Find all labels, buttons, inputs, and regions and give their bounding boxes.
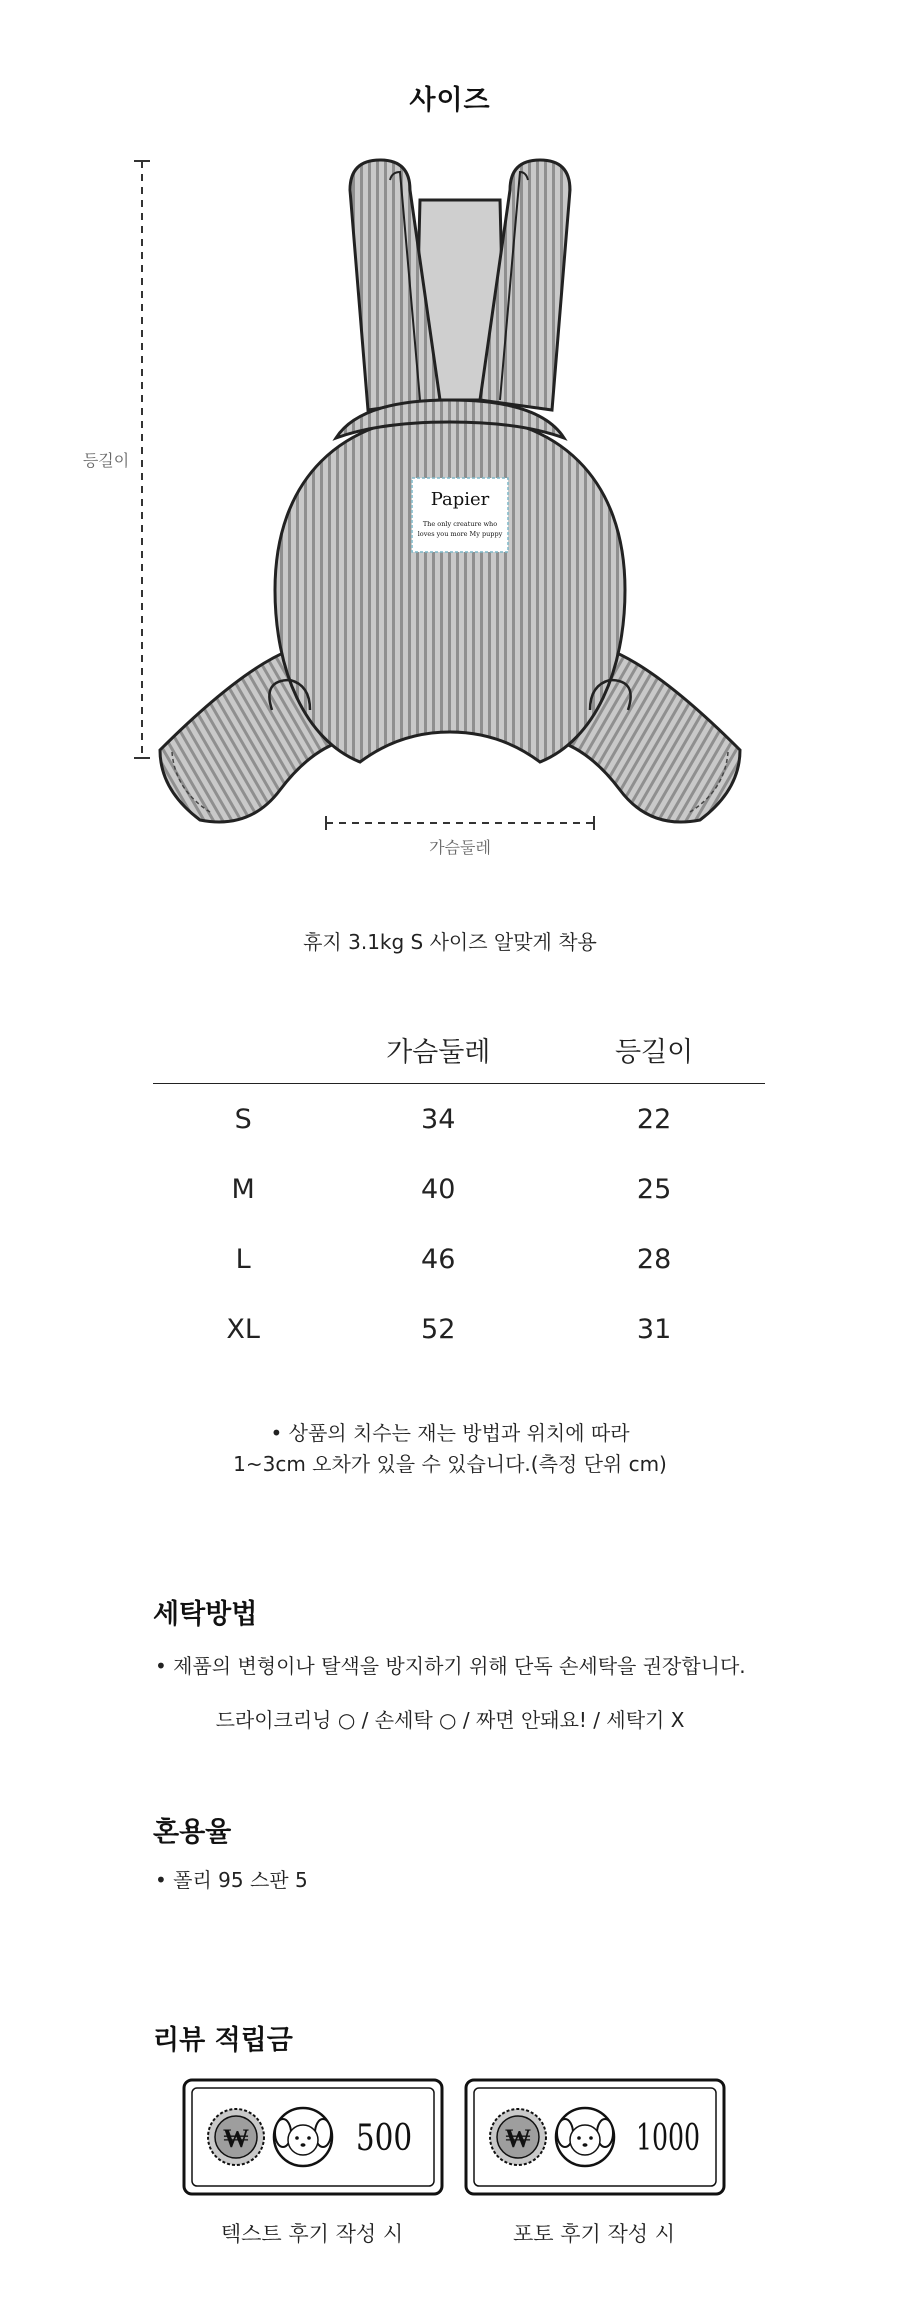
- coupon-symbol: ₩: [223, 2124, 249, 2154]
- measurement-note-line-1: • 상품의 치수는 재는 방법과 위치에 따라: [270, 1421, 630, 1445]
- cell-size: M: [231, 1173, 255, 1205]
- cell-back-length: 31: [636, 1313, 672, 1345]
- table-header-row: [153, 1030, 765, 1084]
- tag-line-2: loves you more My puppy: [417, 530, 503, 538]
- material-title: 혼용율: [153, 1817, 232, 1848]
- cell-back-length: 28: [636, 1243, 672, 1275]
- washing-bullet: • 제품의 변형이나 탈색을 방지하기 위해 단독 손세탁을 권장합니다.: [155, 1654, 746, 1678]
- tag-line-1: The only creature who: [422, 520, 498, 528]
- chest-dimension: [326, 816, 594, 830]
- cell-chest: 34: [421, 1103, 456, 1135]
- cell-chest: 46: [421, 1243, 456, 1275]
- header-size: [153, 1030, 333, 1084]
- coupon-amount: 500: [355, 2116, 413, 2159]
- text-review-coupon: [182, 2078, 444, 2196]
- won-coin-icon: [490, 2109, 546, 2165]
- garment-illustration: [0, 150, 900, 870]
- header-chest: 가슴둘레: [386, 1037, 491, 1068]
- coupon-amount: 1000: [635, 2117, 701, 2160]
- cell-back-length: 22: [636, 1103, 672, 1135]
- puppy-coin-icon: [556, 2108, 614, 2166]
- size-section-title: 사이즈: [409, 85, 491, 116]
- cell-chest: 52: [421, 1313, 456, 1345]
- back-length-dimension: [134, 161, 150, 758]
- coupon-symbol: ₩: [505, 2124, 531, 2154]
- puppy-coin-icon: [274, 2108, 332, 2166]
- measurement-note: [0, 1418, 900, 1480]
- cell-size: L: [235, 1243, 251, 1275]
- garment-body: [275, 415, 625, 762]
- cell-size: S: [234, 1103, 252, 1135]
- header-back-length: 등길이: [614, 1037, 694, 1068]
- text-review-caption: 텍스트 후기 작성 시: [220, 2222, 404, 2246]
- table-row: [153, 1154, 765, 1224]
- back-length-label: 등길이: [82, 451, 130, 470]
- chest-label: 가슴둘레: [429, 838, 491, 857]
- photo-review-caption: 포토 후기 작성 시: [512, 2222, 676, 2246]
- cell-size: XL: [226, 1313, 260, 1345]
- table-row: [153, 1224, 765, 1294]
- material-bullet: • 폴리 95 스판 5: [155, 1868, 308, 1892]
- fit-note: 휴지 3.1kg S 사이즈 알맞게 착용: [303, 930, 597, 954]
- cell-chest: 40: [421, 1173, 456, 1205]
- tag-brand: Papier: [430, 489, 490, 510]
- measurement-note-line-2: 1~3cm 오차가 있을 수 있습니다.(측정 단위 cm): [233, 1452, 667, 1476]
- washing-methods: 드라이크리닝 ○ / 손세탁 ○ / 짜면 안돼요! / 세탁기 X: [215, 1708, 685, 1732]
- photo-review-coupon: [464, 2078, 726, 2196]
- won-coin-icon: [208, 2109, 264, 2165]
- brand-tag: [412, 478, 508, 552]
- table-row: [153, 1294, 765, 1364]
- size-table: [153, 1030, 765, 1364]
- cell-back-length: 25: [636, 1173, 672, 1205]
- washing-title: 세탁방법: [153, 1599, 258, 1630]
- table-row: [153, 1084, 765, 1155]
- review-title: 리뷰 적립금: [153, 2025, 293, 2056]
